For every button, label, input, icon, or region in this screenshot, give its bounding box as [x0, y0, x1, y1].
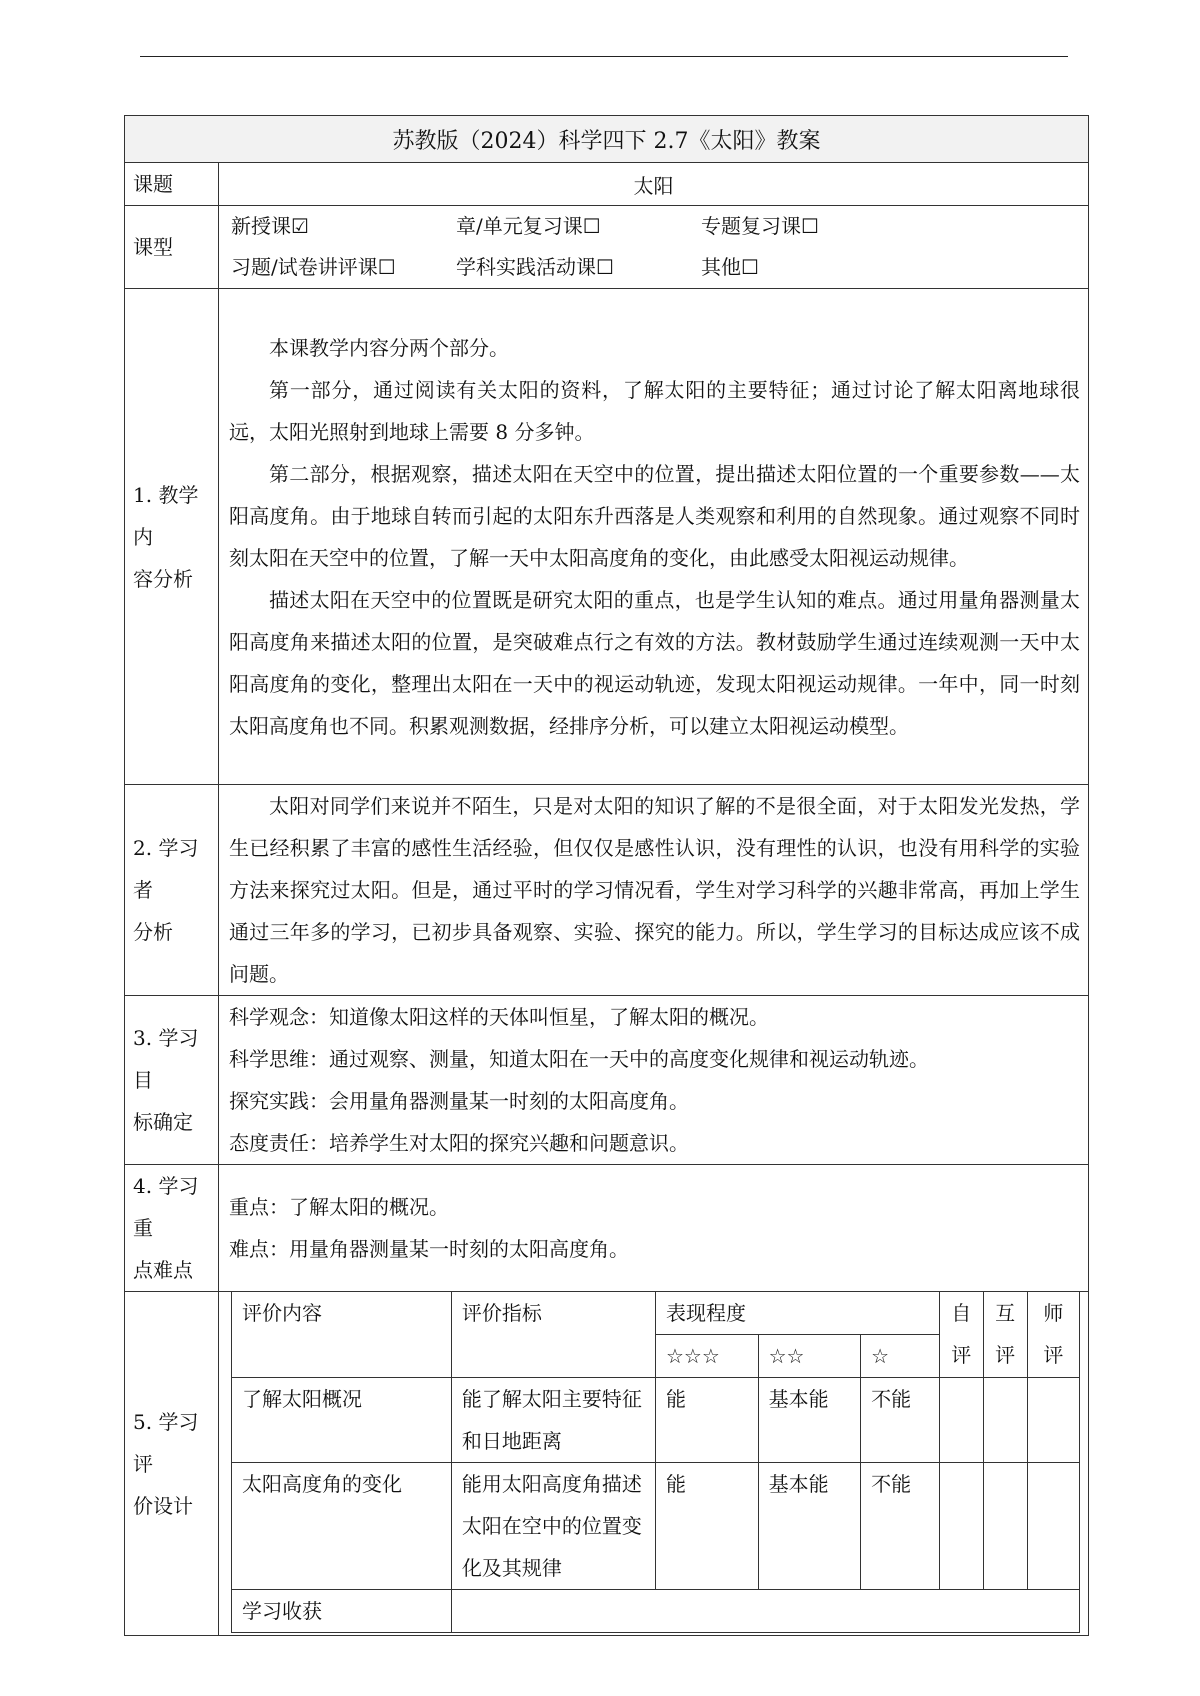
header-self-line1: 自	[951, 1300, 972, 1325]
goals-text	[219, 996, 1089, 1165]
option-exercise-review[interactable]: 习题/试卷讲评课☐	[231, 255, 396, 279]
learner-analysis-row	[125, 785, 1089, 996]
key-points-label-line1: 4. 学习重	[133, 1174, 199, 1240]
lesson-plan-table	[124, 115, 1089, 1636]
table-row	[232, 1377, 1080, 1462]
goals-label	[125, 996, 219, 1165]
topic-row	[125, 163, 1089, 206]
stars-two: ☆☆	[758, 1334, 861, 1377]
content-analysis-text	[219, 289, 1089, 785]
learner-analysis-label	[125, 785, 219, 996]
eval-level-2: 基本能	[758, 1462, 861, 1589]
topic-value: 太阳	[219, 163, 1089, 206]
learner-analysis-text	[219, 785, 1089, 996]
header-indicator: 评价指标	[451, 1291, 655, 1377]
gain-label: 学习收获	[232, 1589, 452, 1632]
lesson-type-label: 课型	[125, 206, 219, 289]
goals-row	[125, 996, 1089, 1165]
goals-label-line1: 3. 学习目	[133, 1026, 199, 1092]
paragraph: 第一部分，通过阅读有关太阳的资料，了解太阳的主要特征；通过讨论了解太阳离地球很远，太阳光照射到地球上需要 8 分多钟。	[229, 377, 1081, 444]
eval-level-2: 基本能	[758, 1377, 861, 1462]
self-score-cell[interactable]	[939, 1377, 983, 1462]
evaluation-label-line2: 价设计	[133, 1493, 193, 1518]
self-score-cell[interactable]	[939, 1462, 983, 1589]
header-performance: 表现程度	[655, 1291, 939, 1334]
teacher-score-cell[interactable]	[1027, 1462, 1079, 1589]
header-teacher-line2: 评	[1043, 1342, 1064, 1367]
evaluation-cell	[219, 1292, 1089, 1636]
table-row	[232, 1462, 1080, 1589]
paragraph: 本课教学内容分两个部分。	[269, 335, 509, 360]
goals-label-line2: 标确定	[133, 1110, 193, 1134]
title-row	[125, 116, 1089, 163]
lesson-type-options	[219, 206, 1089, 289]
header-teacher-line1: 师	[1043, 1300, 1064, 1325]
stars-three: ☆☆☆	[655, 1334, 758, 1377]
header-teacher	[1027, 1291, 1079, 1377]
header-peer	[983, 1291, 1027, 1377]
lesson-type-row	[125, 206, 1089, 289]
evaluation-label	[125, 1292, 219, 1636]
gain-input-cell[interactable]	[451, 1589, 1079, 1632]
goal-line: 科学观念：知道像太阳这样的天体叫恒星，了解太阳的概况。	[229, 1005, 769, 1029]
option-new-lesson[interactable]: 新授课☑	[231, 214, 309, 238]
learner-analysis-label-line1: 2. 学习者	[133, 836, 199, 902]
stars-one: ☆	[861, 1334, 940, 1377]
paragraph: 描述太阳在天空中的位置既是研究太阳的重点，也是学生认知的难点。通过用量角器测量太阳高度角来描述太阳的位置，是突破难点行之有效的方法。教材鼓励学生通过连续观测一天中太阳高度角的变化，整理出太阳在一天中的视运动轨迹，发现太阳视运动规律。一年中，同一时刻太阳高度角也不同。积累观测数据，经排序分析，可以建立太阳视运动模型。	[229, 587, 1081, 738]
key-points-text	[219, 1165, 1089, 1292]
header-peer-line1: 互	[995, 1300, 1016, 1325]
evaluation-row	[125, 1292, 1089, 1636]
key-point-line: 难点：用量角器测量某一时刻的太阳高度角。	[229, 1237, 629, 1261]
eval-header-row	[232, 1291, 1080, 1334]
option-other[interactable]: 其他☐	[701, 255, 759, 279]
eval-content: 太阳高度角的变化	[232, 1462, 452, 1589]
eval-level-1: 不能	[861, 1462, 940, 1589]
eval-content: 了解太阳概况	[232, 1377, 452, 1462]
header-self	[939, 1291, 983, 1377]
eval-level-3: 能	[655, 1377, 758, 1462]
header-self-line2: 评	[951, 1342, 972, 1367]
content-analysis-label	[125, 289, 219, 785]
key-point-line: 重点：了解太阳的概况。	[229, 1195, 449, 1219]
peer-score-cell[interactable]	[983, 1462, 1027, 1589]
option-topic-review[interactable]: 专题复习课☐	[701, 214, 819, 238]
content-analysis-label-line1: 1. 教学内	[133, 482, 199, 549]
teacher-score-cell[interactable]	[1027, 1377, 1079, 1462]
key-points-label	[125, 1165, 219, 1292]
content-analysis-row	[125, 289, 1089, 785]
key-points-row	[125, 1165, 1089, 1292]
document-title: 苏教版（2024）科学四下 2.7《太阳》教案	[125, 116, 1089, 163]
eval-indicator: 能了解太阳主要特征和日地距离	[451, 1377, 655, 1462]
paragraph: 第二部分，根据观察，描述太阳在天空中的位置，提出描述太阳位置的一个重要参数——太阳高度角。由于地球自转而引起的太阳东升西落是人类观察和利用的自然现象。通过观察不同时刻太阳在天空中的位置，了解一天中太阳高度角的变化，由此感受太阳视运动规律。	[229, 461, 1081, 570]
gain-row	[232, 1589, 1080, 1632]
header-rule	[140, 56, 1068, 57]
topic-label: 课题	[125, 163, 219, 206]
eval-level-1: 不能	[861, 1377, 940, 1462]
goal-line: 态度责任：培养学生对太阳的探究兴趣和问题意识。	[229, 1131, 689, 1155]
eval-level-3: 能	[655, 1462, 758, 1589]
header-content: 评价内容	[232, 1291, 452, 1377]
evaluation-table	[231, 1291, 1080, 1633]
header-peer-line2: 评	[995, 1342, 1016, 1367]
option-practice-activity[interactable]: 学科实践活动课☐	[456, 255, 614, 279]
evaluation-label-line1: 5. 学习评	[133, 1409, 199, 1476]
paragraph: 太阳对同学们来说并不陌生，只是对太阳的知识了解的不是很全面，对于太阳发光发热，学生已经积累了丰富的感性生活经验，但仅仅是感性认识，没有理性的认识，也没有用科学的实验方法来探究过太阳。但是，通过平时的学习情况看，学生对学习科学的兴趣非常高，再加上学生通过三年多的学习，已初步具备观察、实验、探究的能力。所以，学生学习的目标达成应该不成问题。	[229, 794, 1081, 986]
goal-line: 探究实践：会用量角器测量某一时刻的太阳高度角。	[229, 1089, 689, 1113]
peer-score-cell[interactable]	[983, 1377, 1027, 1462]
goal-line: 科学思维：通过观察、测量，知道太阳在一天中的高度变化规律和视运动轨迹。	[229, 1047, 929, 1071]
key-points-label-line2: 点难点	[133, 1258, 193, 1282]
eval-indicator: 能用太阳高度角描述太阳在空中的位置变化及其规律	[451, 1462, 655, 1589]
learner-analysis-label-line2: 分析	[133, 920, 173, 944]
option-unit-review[interactable]: 章/单元复习课☐	[456, 214, 601, 238]
content-analysis-label-line2: 容分析	[133, 566, 193, 591]
